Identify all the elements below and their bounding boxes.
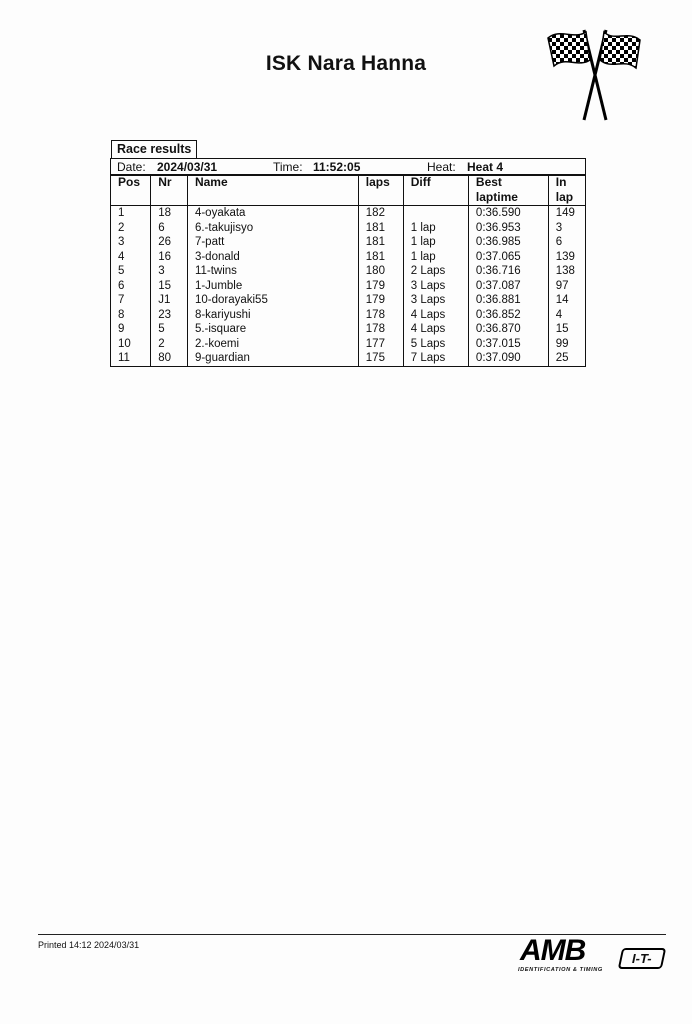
cell-laps: 179 [358,293,403,308]
table-row [111,322,586,337]
cell-in-lap: 99 [548,337,585,352]
cell-laps: 181 [358,221,403,236]
amb-logo [516,934,672,978]
cell-pos: 2 [111,221,151,236]
col-best-line1: Best [475,175,502,189]
cell-in-lap: 138 [548,264,585,279]
cell-diff: 1 lap [403,235,468,250]
cell-pos: 3 [111,235,151,250]
cell-name: 3-donald [187,250,358,265]
cell-in-lap: 25 [548,351,585,366]
cell-nr: 2 [151,337,188,352]
cell-name: 10-dorayaki55 [187,293,358,308]
cell-nr: 3 [151,264,188,279]
table-row [111,293,586,308]
cell-nr: 18 [151,206,188,221]
cell-laps: 175 [358,351,403,366]
cell-in-lap: 97 [548,279,585,294]
event-title: ISK Nara Hanna [265,52,427,75]
cell-diff: 4 Laps [403,308,468,323]
col-name: Name [187,175,358,206]
cell-diff: 3 Laps [403,293,468,308]
cell-in-lap: 3 [548,221,585,236]
cell-best-laptime: 0:36.852 [468,308,548,323]
col-pos: Pos [111,175,151,206]
section-label: Race results [111,140,197,159]
col-in-line2: lap [555,189,574,204]
cell-in-lap: 6 [548,235,585,250]
cell-pos: 6 [111,279,151,294]
table-row [111,264,586,279]
col-best-laptime [468,175,548,206]
cell-in-lap: 15 [548,322,585,337]
cell-laps: 178 [358,322,403,337]
table-row [111,279,586,294]
cell-pos: 5 [111,264,151,279]
cell-diff: 7 Laps [403,351,468,366]
cell-name: 4-oyakata [187,206,358,221]
cell-diff [403,206,468,221]
cell-pos: 4 [111,250,151,265]
cell-pos: 11 [111,351,151,366]
col-laps: laps [358,175,403,206]
checkered-flags-icon [544,26,644,122]
cell-diff: 1 lap [403,250,468,265]
table-row [111,337,586,352]
cell-nr: 23 [151,308,188,323]
col-in-lap [548,175,585,206]
cell-nr: 6 [151,221,188,236]
cell-laps: 178 [358,308,403,323]
cell-laps: 181 [358,250,403,265]
cell-in-lap: 149 [548,206,585,221]
cell-best-laptime: 0:37.090 [468,351,548,366]
cell-best-laptime: 0:37.087 [468,279,548,294]
cell-best-laptime: 0:36.881 [468,293,548,308]
cell-pos: 9 [111,322,151,337]
cell-pos: 10 [111,337,151,352]
cell-diff: 1 lap [403,221,468,236]
cell-best-laptime: 0:37.015 [468,337,548,352]
cell-diff: 2 Laps [403,264,468,279]
time-label: Time: [273,160,303,174]
logo-main: AMB [520,934,586,967]
table-row [111,235,586,250]
cell-diff: 5 Laps [403,337,468,352]
cell-laps: 182 [358,206,403,221]
logo-tagline: IDENTIFICATION & TIMING [518,967,603,973]
cell-best-laptime: 0:36.870 [468,322,548,337]
cell-best-laptime: 0:36.716 [468,264,548,279]
col-diff: Diff [403,175,468,206]
heat-label: Heat: [427,160,456,174]
date-value: 2024/03/31 [157,160,218,174]
table-header-row [111,175,586,206]
cell-nr: 26 [151,235,188,250]
cell-name: 11-twins [187,264,358,279]
cell-pos: 7 [111,293,151,308]
cell-name: 6.-takujisyo [187,221,358,236]
cell-best-laptime: 0:36.953 [468,221,548,236]
table-row [111,351,586,366]
results-table [110,174,586,367]
table-row [111,206,586,221]
cell-name: 2.-koemi [187,337,358,352]
cell-name: 5.-isquare [187,322,358,337]
cell-nr: 16 [151,250,188,265]
cell-in-lap: 139 [548,250,585,265]
cell-diff: 3 Laps [403,279,468,294]
date-label: Date: [117,160,146,174]
cell-name: 7-patt [187,235,358,250]
cell-pos: 1 [111,206,151,221]
cell-name: 8-kariyushi [187,308,358,323]
cell-best-laptime: 0:36.985 [468,235,548,250]
cell-laps: 181 [358,235,403,250]
cell-diff: 4 Laps [403,322,468,337]
cell-laps: 177 [358,337,403,352]
cell-name: 1-Jumble [187,279,358,294]
cell-best-laptime: 0:36.590 [468,206,548,221]
printed-timestamp: Printed 14:12 2024/03/31 [38,940,140,950]
table-row [111,250,586,265]
logo-badge: I-T- [618,948,666,969]
cell-in-lap: 14 [548,293,585,308]
cell-laps: 180 [358,264,403,279]
cell-nr: J1 [151,293,188,308]
time-value: 11:52:05 [313,160,361,174]
cell-nr: 5 [151,322,188,337]
heat-value: Heat 4 [467,160,504,174]
cell-nr: 80 [151,351,188,366]
table-row [111,221,586,236]
col-nr: Nr [151,175,188,206]
col-best-line2: laptime [475,189,518,204]
table-row [111,308,586,323]
cell-nr: 15 [151,279,188,294]
cell-name: 9-guardian [187,351,358,366]
cell-best-laptime: 0:37.065 [468,250,548,265]
cell-pos: 8 [111,308,151,323]
cell-laps: 179 [358,279,403,294]
cell-in-lap: 4 [548,308,585,323]
col-in-line1: In [555,175,567,189]
